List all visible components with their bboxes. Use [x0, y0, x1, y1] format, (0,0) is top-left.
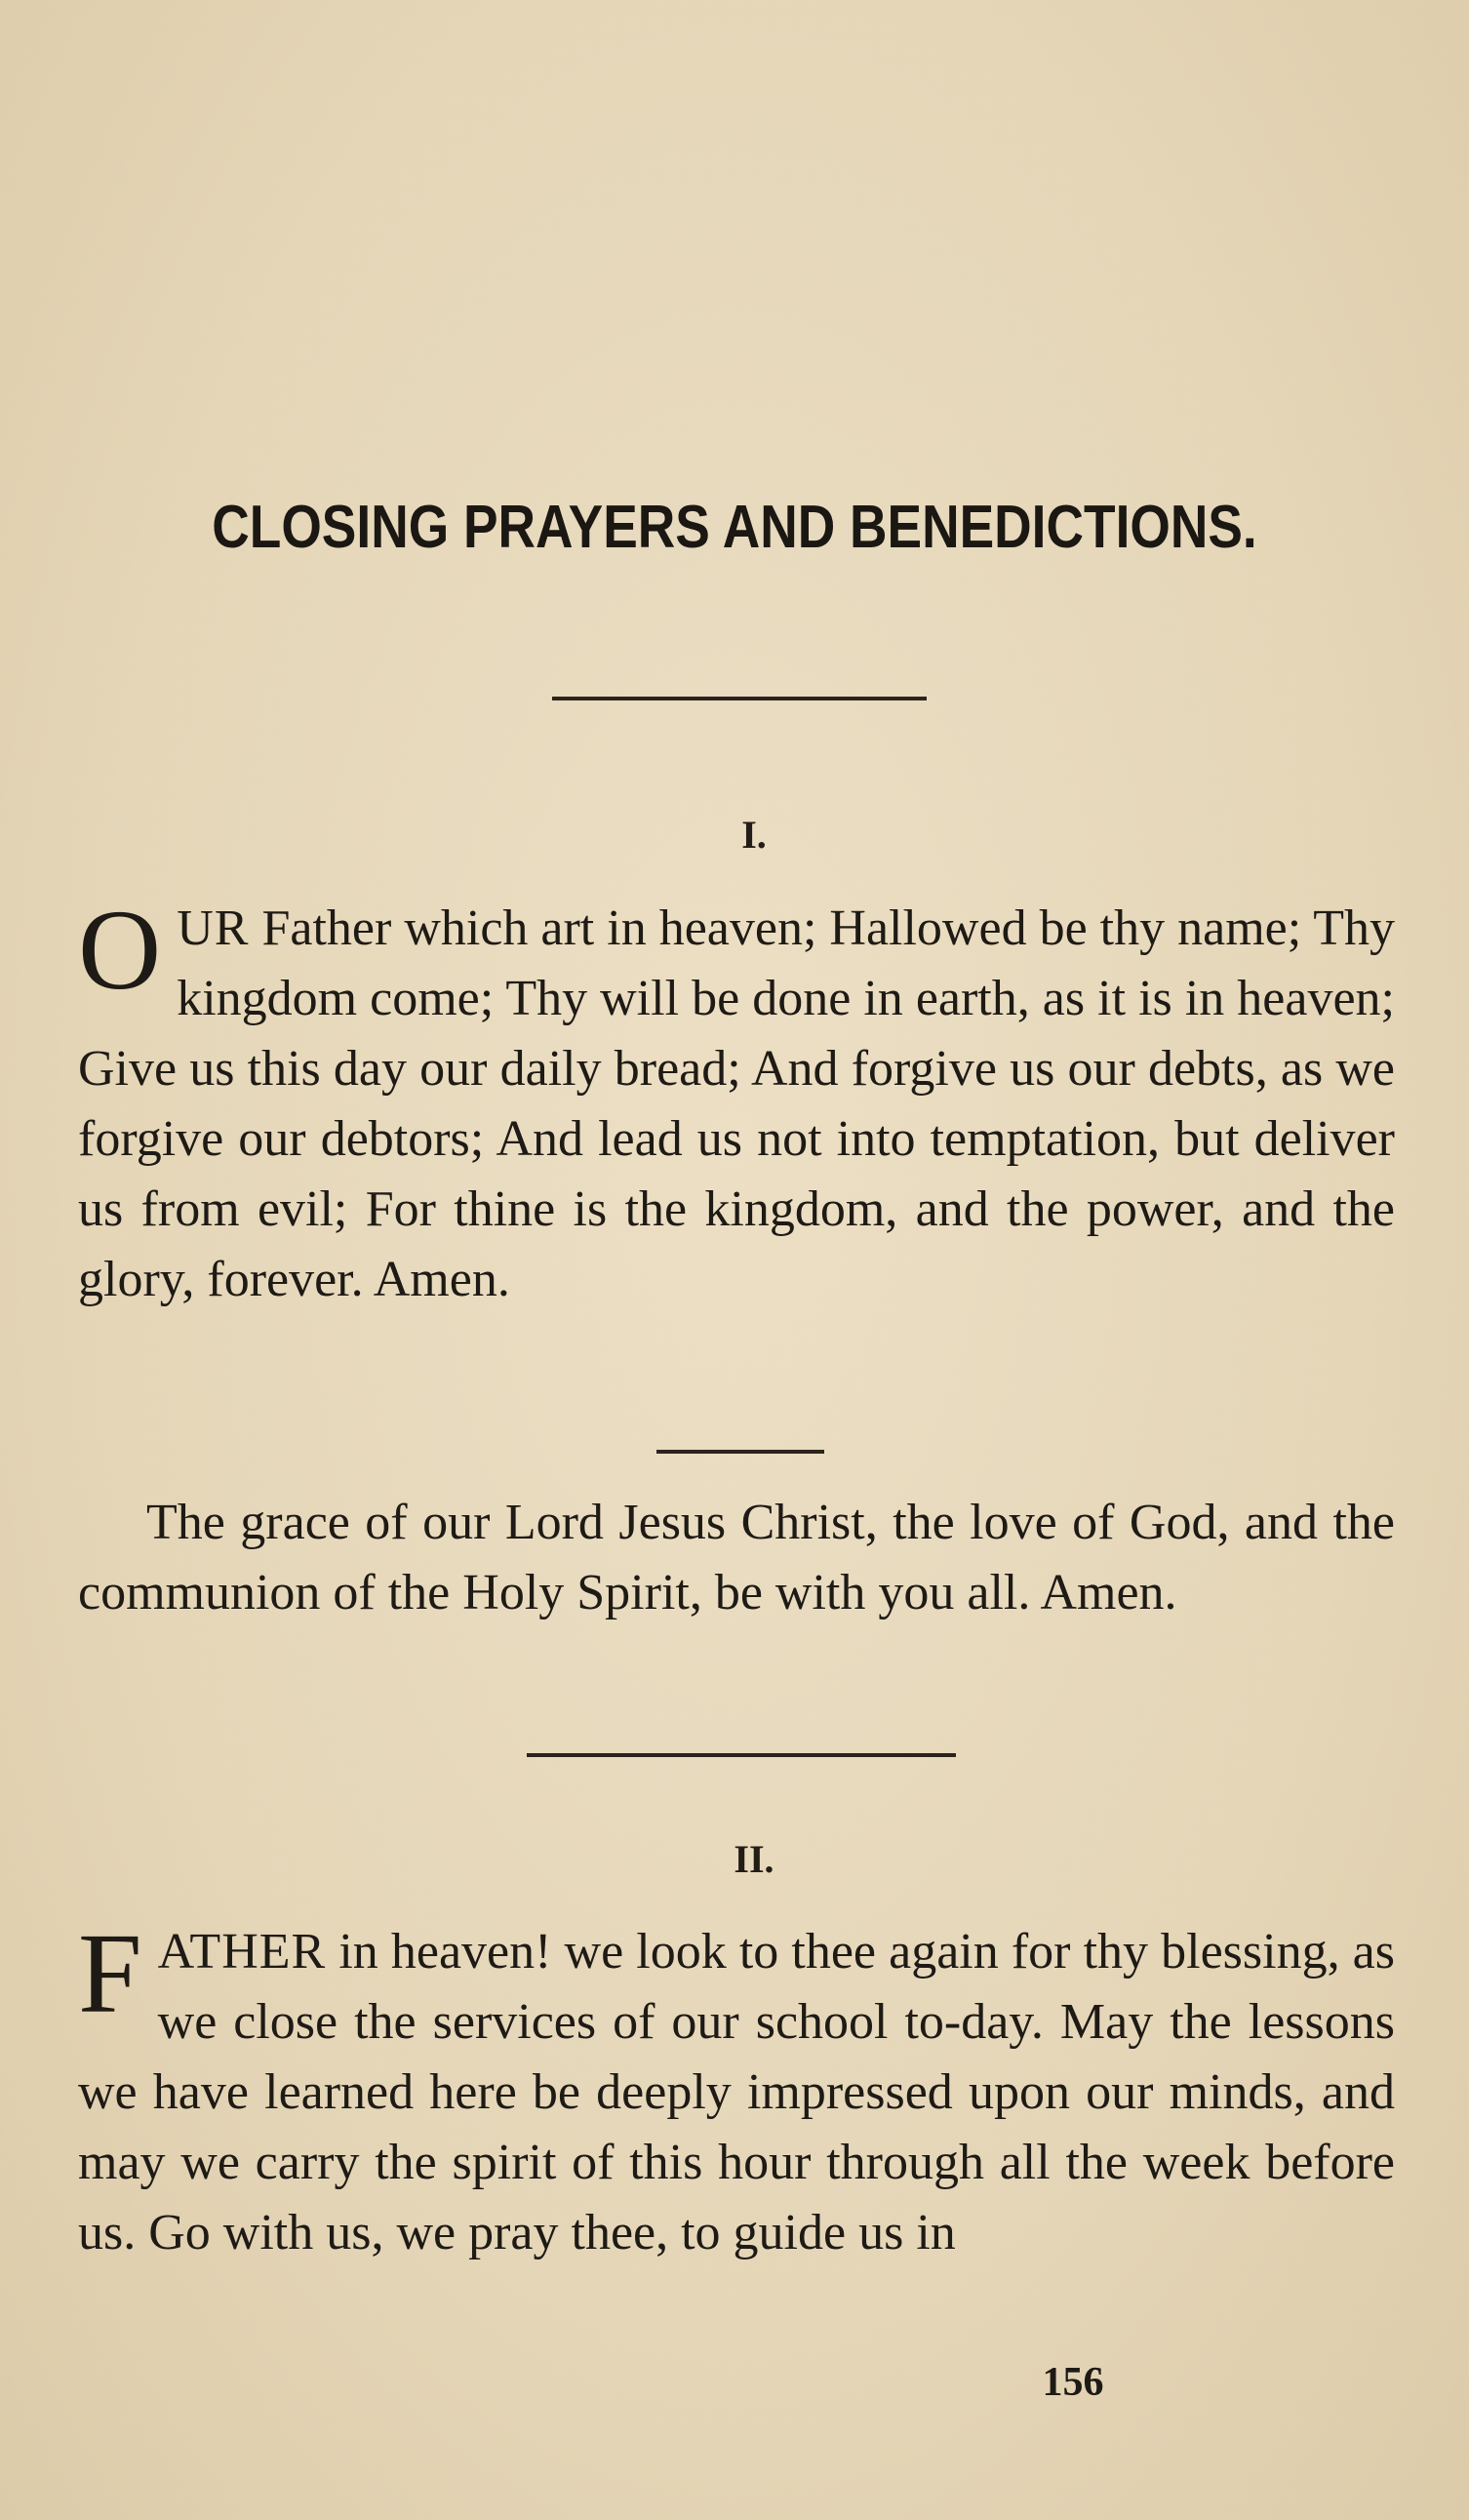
- title-divider-rule: [552, 697, 927, 700]
- benediction-paragraph: The grace of our Lord Jesus Christ, the love of God, and the communion of the Holy Spirit, be with you all. Amen.: [78, 1495, 1395, 1620]
- closing-prayer-paragraph: [78, 1909, 1395, 2268]
- closing-prayer-lead-word: ATHER: [157, 1924, 327, 1980]
- drop-cap-f: F: [78, 1909, 142, 2037]
- lords-prayer-paragraph: [78, 886, 1395, 1315]
- prayer-lead-word: UR: [177, 900, 250, 956]
- section-divider-short: [656, 1450, 824, 1454]
- page-title: CLOSING PRAYERS AND BENEDICTIONS.: [212, 494, 1257, 561]
- section-numeral-two: II.: [734, 1837, 774, 1881]
- section-divider-rule: [527, 1753, 956, 1757]
- page-number: 156: [1042, 2360, 1104, 2405]
- prayer-text: Father which art in heaven; Hallowed be thy name; Thy kingdom come; Thy will be done in earth, as it is in heaven; Give us this day our daily bread; And forgive us our debts, as we forgive our debtors; And lead us not into temptation, but deliver us from evil; For thine is the kingdom, and the power, and the glory, forever. Amen.: [78, 900, 1395, 1307]
- drop-cap-o: O: [78, 886, 162, 1014]
- section-numeral-one: I.: [741, 813, 767, 857]
- closing-prayer-text: in heaven! we look to thee again for thy blessing, as we close the services of our school to-day. May the lessons we have learned here be deeply impressed upon our minds, and may we carry the spirit of this hour through all the week before us. Go with us, we pray thee, to guide us in: [78, 1924, 1395, 2260]
